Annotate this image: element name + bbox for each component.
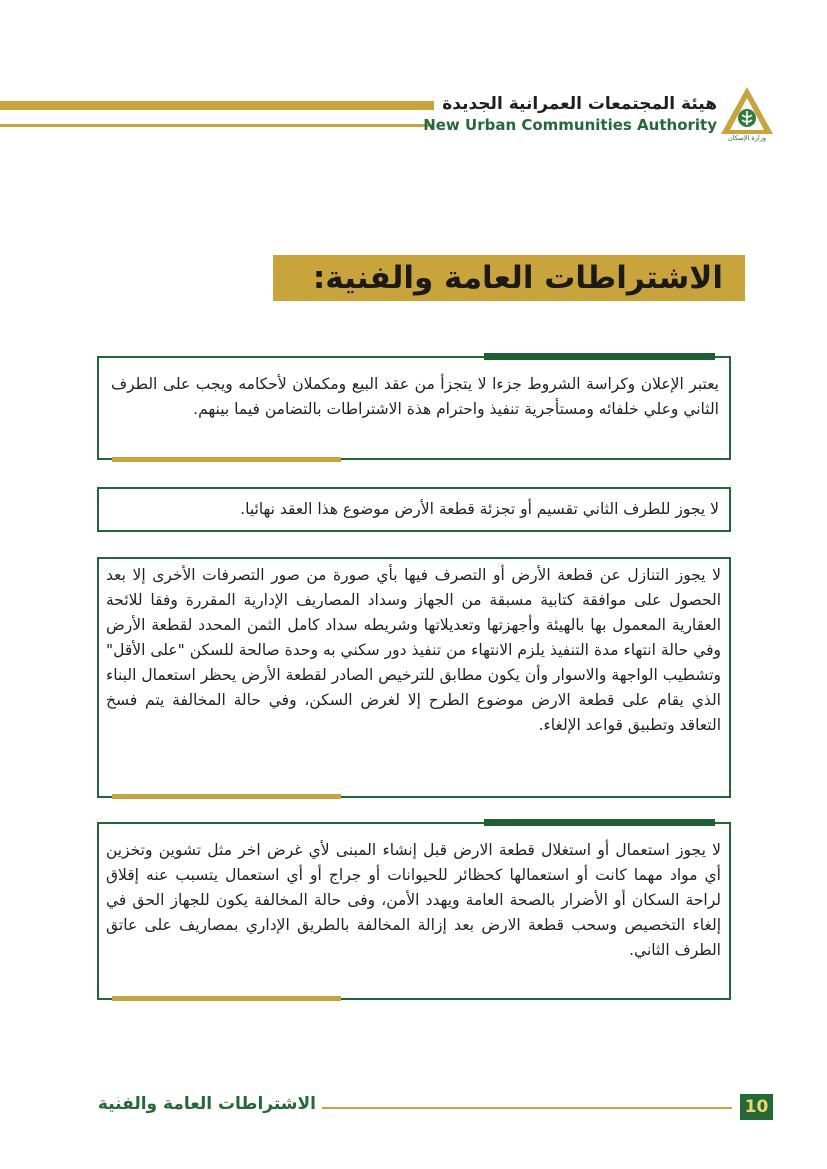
section-title-bar (273, 255, 745, 301)
footer-section-name: الاشتراطات العامة والفنية (97, 1094, 316, 1114)
org-name-english: New Urban Communities Authority (423, 116, 717, 134)
clause-1-green-accent (484, 353, 715, 360)
clause-3-gold-accent (112, 794, 341, 799)
header-gold-rule (0, 124, 432, 127)
clause-text-4: لا يجوز استعمال أو استغلال قطعة الارض قبل إنشاء المبنى لأي غرض اخر مثل تشوين وتخزين أي مواد مهما كانت أو استعمالها كحظائر للحيوانات أو جراج أو أي استعمال يتسبب عنه إقلاق لراحة السكان أو الأضرار بالصحة العامة ويهدد الأمن، وفى حالة المخالفة يكون للجهاز الحق في إلغاء التخصيص وسحب قطعة الارض بعد إزالة المخالفة بالطريق الإداري بمصاريف على عاتق الطرف الثاني. (106, 841, 721, 959)
clause-4-green-accent (484, 819, 715, 826)
authority-logo-icon (718, 84, 776, 142)
clause-box-1 (97, 356, 731, 460)
clause-4-gold-accent (112, 996, 341, 1001)
clause-box-3 (97, 557, 731, 798)
clause-text-3: لا يجوز التنازل عن قطعة الأرض أو التصرف فيها بأي صورة من صور التصرفات الأخرى إلا بعد الحصول على موافقة كتابية مسبقة من الجهاز وسداد المصاريف الإدارية المقررة وفقا للائحة العقارية المعمول بها بالهيئة وأجهزتها وتعديلاتها وشريطه سداد كامل الثمن المحدد لقطعة الأرض وفي حالة انتهاء مدة التنفيذ يلزم الانتهاء من تنفيذ دور سكني به وحدة صالحة للسكن "على الأقل" وتشطيب الواجهة والاسوار وأن يكون مطابق للترخيص الصادر لقطعة الأرض يحظر استعمال البناء الذي يقام على قطعة الارض موضوع الطرح إلا لغرض السكن، وفي حالة المخالفة يتم فسخ التعاقد وتطبيق قواعد الإلغاء. (106, 566, 721, 734)
logo-caption: وزارة الإسكان (728, 134, 766, 142)
header-gold-band (0, 101, 434, 110)
clause-text-1: يعتبر الإعلان وكراسة الشروط جزءا لا يتجزأ من عقد البيع ومكملان لأحكامه ويجب على الطرف الثاني وعلي خلفائه ومستأجرية تنفيذ واحترام هذة الاشتراطات بالتضامن فيما بينهم. (111, 375, 719, 418)
clause-text-2: لا يجوز للطرف الثاني تقسيم أو تجزئة قطعة الأرض موضوع هذا العقد نهائيا. (240, 500, 719, 518)
org-name-arabic: هيئة المجتمعات العمرانية الجديدة (442, 94, 717, 114)
page-number: 10 (740, 1094, 773, 1120)
clause-box-2 (97, 487, 731, 532)
clause-box-4 (97, 822, 731, 1000)
footer-rule (322, 1107, 732, 1109)
clause-1-gold-accent (112, 457, 341, 462)
section-title: الاشتراطات العامة والفنية: (312, 260, 723, 296)
